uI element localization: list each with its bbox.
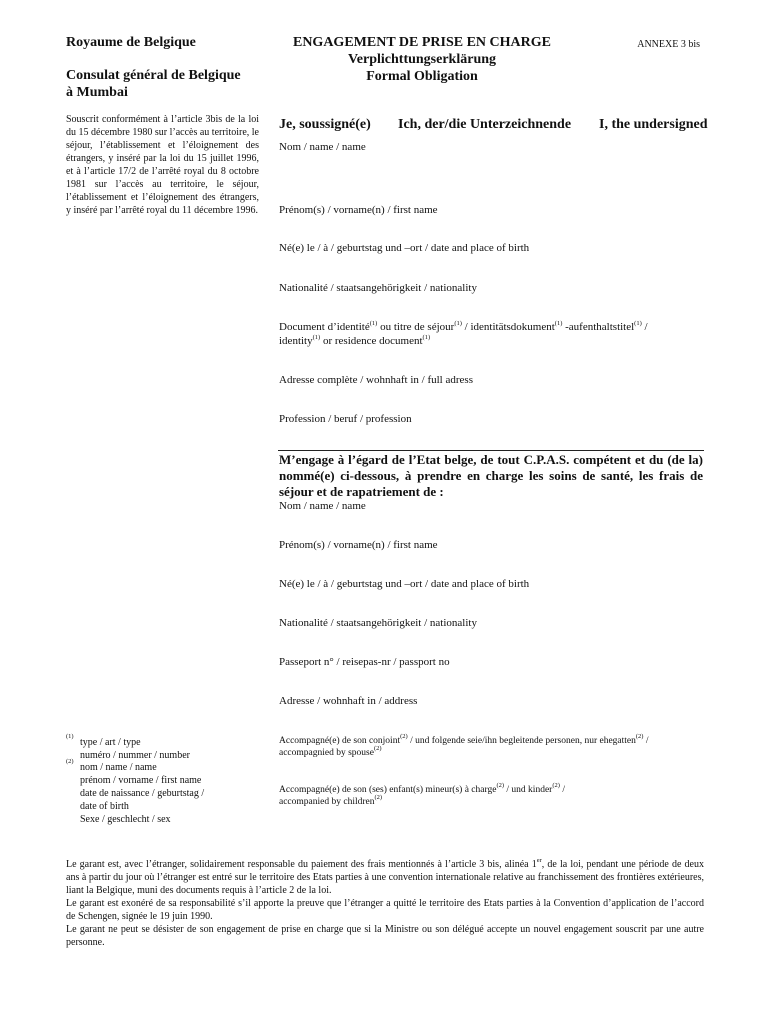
footnote-ref-2: (2) <box>552 782 560 789</box>
consulate-line-1: Consulat général de Belgique <box>66 68 241 83</box>
footnote-ref-2: (2) <box>635 733 644 740</box>
kingdom-title: Royaume de Belgique <box>66 35 196 50</box>
id-doc-separator: / <box>641 321 648 333</box>
footnote-ref-1: (1) <box>312 334 321 341</box>
closing-text <box>66 858 704 949</box>
beneficiary-birth-field: Né(e) le / à / geburtstag und –ort / date and place of birth <box>279 578 530 590</box>
beneficiary-address-field: Adresse / wohnhaft in / address <box>279 695 418 707</box>
footnote-ref-2: (2) <box>374 794 383 802</box>
footnote-marker-2: (2) <box>66 758 74 765</box>
legal-basis-text: Souscrit conformément à l’article 3bis de la loi du 15 décembre 1980 sur l’accès au territoire, le séjour, l’établissement et l’éloignement des étrangers, y inséré par la loi du 15 juillet 1996, et à l’article 17/2 de l’arrêté royal du 8 octobre 1981 sur l’accès au territoire, le séjour, l’établissement et l’éloignement des étrangers, y inséré par l’arrêté royal du 11 décembre 1996. <box>66 114 259 216</box>
footnote-2-line: prénom / vorname / first name <box>80 775 202 786</box>
title-de: Verplichttungserklärung <box>347 52 497 67</box>
id-doc-residence: ou titre de séjour <box>377 321 455 333</box>
liability-paragraph <box>66 858 704 897</box>
annex-label: ANNEXE 3 bis <box>637 39 700 50</box>
guarantor-address-field: Adresse complète / wohnhaft in / full adress <box>279 374 473 386</box>
spouse-de: / und folgende seie/ihn begleitende personen, nur ehegatten <box>407 736 636 746</box>
footnote-ref-1: (1) <box>554 320 563 327</box>
footnote-ref-1: (1) <box>369 320 378 327</box>
beneficiary-passport-field: Passeport n° / reisepas-nr / passport no <box>279 656 450 668</box>
id-doc-en: identity <box>279 335 313 347</box>
spouse-separator: / <box>643 736 649 746</box>
footnote-1-line: type / art / type <box>80 737 141 748</box>
footnote-ref-2: (2) <box>373 745 382 753</box>
ordinal-sup: er <box>536 857 542 864</box>
spouse-fr: Accompagné(e) de son conjoint <box>279 736 401 746</box>
footnote-ref-2: (2) <box>496 782 505 789</box>
beneficiary-firstname-field: Prénom(s) / vorname(n) / first name <box>279 539 438 551</box>
spouse-field <box>279 735 705 760</box>
footnote-ref-1: (1) <box>422 334 431 341</box>
children-en: accompanied by children <box>279 797 375 808</box>
id-doc-de-residence: -aufenthaltstitel <box>562 321 635 333</box>
guarantor-id-document-field <box>279 320 704 348</box>
beneficiary-name-field: Nom / name / name <box>279 500 366 512</box>
undersigned-en: I, the undersigned <box>599 117 708 132</box>
liability-text-b: , de la loi, pendant une période de deux ans à partir du jour où l’étranger est entré sur le territoire des Etats parties à une convention internationale relative au franchissement des frontières extérieures, liant la Belgique, muni des documents requis à l’article 2 de la loi. <box>66 859 704 896</box>
children-separator: / <box>559 785 565 795</box>
spouse-en: accompagnied by spouse <box>279 748 374 759</box>
footnote-ref-1: (1) <box>634 320 642 327</box>
undersigned-fr: Je, soussigné(e) <box>279 117 371 132</box>
footnote-1 <box>80 736 190 762</box>
footnote-marker-1: (1) <box>66 733 74 740</box>
footnote-ref-2: (2) <box>400 733 408 740</box>
footnote-2-line: Sexe / geschlecht / sex <box>80 814 171 825</box>
id-doc-de: / identitätsdokument <box>461 321 555 333</box>
footnote-2-line: date of birth <box>80 801 129 812</box>
guarantor-birth-field: Né(e) le / à / geburtstag und –ort / date and place of birth <box>279 242 530 254</box>
id-doc-fr: Document d’identité <box>279 321 370 333</box>
id-doc-en-residence: or residence document <box>320 335 423 347</box>
undersigned-de: Ich, der/die Unterzeichnende <box>398 117 572 132</box>
children-de: / und kinder <box>504 785 553 795</box>
commitment-text: M’engage à l’égard de l’Etat belge, de tout C.P.A.S. compétent et du (de la) nommé(e) ci-dessous, à prendre en charge les soins de santé, les frais de séjour et de rapatriement de : <box>279 452 703 499</box>
title-en: Formal Obligation <box>366 69 478 84</box>
children-fr: Accompagné(e) de son (ses) enfant(s) mineur(s) à charge <box>279 785 497 795</box>
footnote-2-line: date de naissance / geburtstag / <box>80 788 205 799</box>
exoneration-paragraph: Le garant est exonéré de sa responsabilité s’il apporte la preuve que l’étranger a quitté le territoire des Etats parties à la Convention d’application de l’accord de Schengen, signée le 19 juin 1990. <box>66 898 704 922</box>
consulate-line-2: à Mumbai <box>66 85 128 100</box>
guarantor-profession-field: Profession / beruf / profession <box>279 413 412 425</box>
footnote-ref-1: (1) <box>454 320 462 327</box>
footnote-2 <box>80 761 204 826</box>
footnote-1-line: numéro / nummer / number <box>80 750 190 761</box>
beneficiary-nationality-field: Nationalité / staatsangehörigkeit / nationality <box>279 617 477 629</box>
guarantor-firstname-field: Prénom(s) / vorname(n) / first name <box>279 204 438 216</box>
liability-text-a: Le garant est, avec l’étranger, solidairement responsable du paiement des frais mentionnés à l’article 3 bis, alinéa 1 <box>66 859 537 870</box>
guarantor-nationality-field: Nationalité / staatsangehörigkeit / nationality <box>279 282 477 294</box>
guarantor-name-field: Nom / name / name <box>279 141 366 153</box>
title-fr: ENGAGEMENT DE PRISE EN CHARGE <box>292 35 551 50</box>
children-field <box>279 784 705 809</box>
commitment-divider <box>278 450 704 451</box>
withdrawal-paragraph: Le garant ne peut se désister de son engagement de prise en charge que si la Ministre ou son délégué accepte un nouvel engagement souscrit par une autre personne. <box>66 924 704 948</box>
footnote-2-line: nom / name / name <box>80 762 157 773</box>
